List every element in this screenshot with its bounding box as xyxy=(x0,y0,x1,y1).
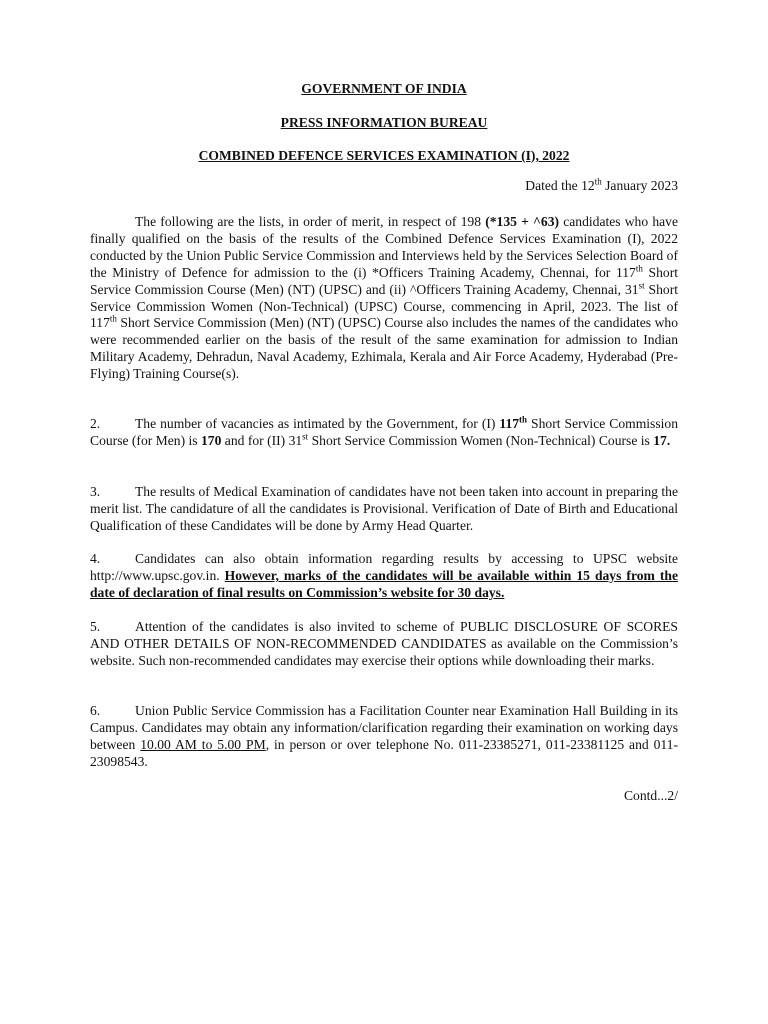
text-fragment: Short Service Commission Course (Men) (NT) (UPSC) and (ii) ^Officers Training Academy, Chennai, 31 xyxy=(90,264,679,297)
paragraph-number: 4. xyxy=(90,551,101,566)
header-government: GOVERNMENT OF INDIA xyxy=(301,81,467,96)
text-fragment: 117 xyxy=(499,416,520,431)
text-fragment: and for (II) 31 xyxy=(221,432,303,448)
text-fragment: Dated the 12 xyxy=(525,178,595,193)
paragraph-number: 5. xyxy=(90,619,101,634)
paragraph-6 xyxy=(90,703,678,771)
text-fragment: The following are the lists, in order of merit, in respect of 198 xyxy=(135,214,486,229)
text-fragment: Candidates can also obtain information regarding results by accessing to UPSC website http://www.upsc.gov.in. xyxy=(90,551,678,583)
paragraph-5 xyxy=(90,619,678,670)
dated-line xyxy=(525,178,678,195)
header-bureau: PRESS INFORMATION BUREAU xyxy=(280,115,488,130)
text-fragment xyxy=(519,416,527,431)
header-exam-title: COMBINED DEFENCE SERVICES EXAMINATION (I), 2022 xyxy=(198,148,570,163)
marks-availability-notice: However, marks of the candidates will be available within 15 days from the date of declaration of final results on Commission’s website for 30 days. xyxy=(90,567,678,600)
text-fragment: th xyxy=(109,313,117,324)
text-fragment: st xyxy=(302,431,309,442)
text-fragment: Short Service Commission Women (Non-Technical) Course is xyxy=(308,432,654,448)
paragraph-2 xyxy=(90,416,678,450)
text-fragment: th xyxy=(519,414,528,425)
text-fragment: Short Service Commission Course (for Men) is xyxy=(90,416,679,448)
text-fragment: Union Public Service Commission has a Facilitation Counter near Examination Hall Building in its Campus. Candidates may obtain any information/clarification regarding their examination on working days between xyxy=(90,703,678,752)
text-fragment: Attention of the candidates is also invited to scheme of PUBLIC DISCLOSURE OF SCORES AND OTHER DETAILS OF NON-RECOMMENDED CANDIDATES as available on the Commission’s website. Such non-recommended candidates may exercise their options while downloading their marks. xyxy=(90,619,678,668)
paragraph-number: 3. xyxy=(90,484,101,499)
text-fragment: The number of vacancies as intimated by the Government, for (I) xyxy=(135,416,500,431)
paragraph-number: 2. xyxy=(90,416,101,431)
text-fragment: candidates who have finally qualified on the basis of the results of the Combined Defence Services Examination (I), 2022 conducted by the Union Public Service Commission and Interviews held by the Services Selection Board of the Ministry of Defence for admission to the (i) *Officers Training Academy, Chennai, for 117 xyxy=(90,214,678,280)
text-fragment: January 2023 xyxy=(601,178,678,193)
text-fragment: st xyxy=(638,280,645,291)
text-fragment: , in person or over telephone No. 011-23385271, 011-23381125 and 011-23098543. xyxy=(90,736,679,769)
text-fragment: 17. xyxy=(653,432,671,448)
office-hours: 10.00 AM to 5.00 PM xyxy=(140,736,266,752)
text-fragment: 170 xyxy=(201,432,222,448)
text-fragment: (*135 + ^63) xyxy=(485,214,560,229)
paragraph-3 xyxy=(90,484,678,535)
paragraph-4 xyxy=(90,551,678,602)
text-fragment: th xyxy=(594,176,602,187)
paragraph-number: 6. xyxy=(90,703,101,718)
text-fragment: Short Service Commission Women (Non-Technical) (UPSC) Course, commencing in April, 2023. The list of 117 xyxy=(90,281,679,331)
continued-marker: Contd...2/ xyxy=(623,788,678,803)
text-fragment: The results of Medical Examination of candidates have not been taken into account in preparing the merit list. The candidature of all the candidates is Provisional. Verification of Date of Birth and Educational Qualification of these Candidates will be done by Army Head Quarter. xyxy=(90,484,678,533)
paragraph-1 xyxy=(90,214,678,383)
text-fragment: Short Service Commission (Men) (NT) (UPSC) Course also includes the names of the candidates who were recommended earlier on the basis of the result of the same examination for admission to Indian Military Academy, Dehradun, Naval Academy, Ezhimala, Kerala and Air Force Academy, Hyderabad (Pre-Flying) Training Course(s). xyxy=(90,315,678,382)
text-fragment: th xyxy=(635,263,643,274)
